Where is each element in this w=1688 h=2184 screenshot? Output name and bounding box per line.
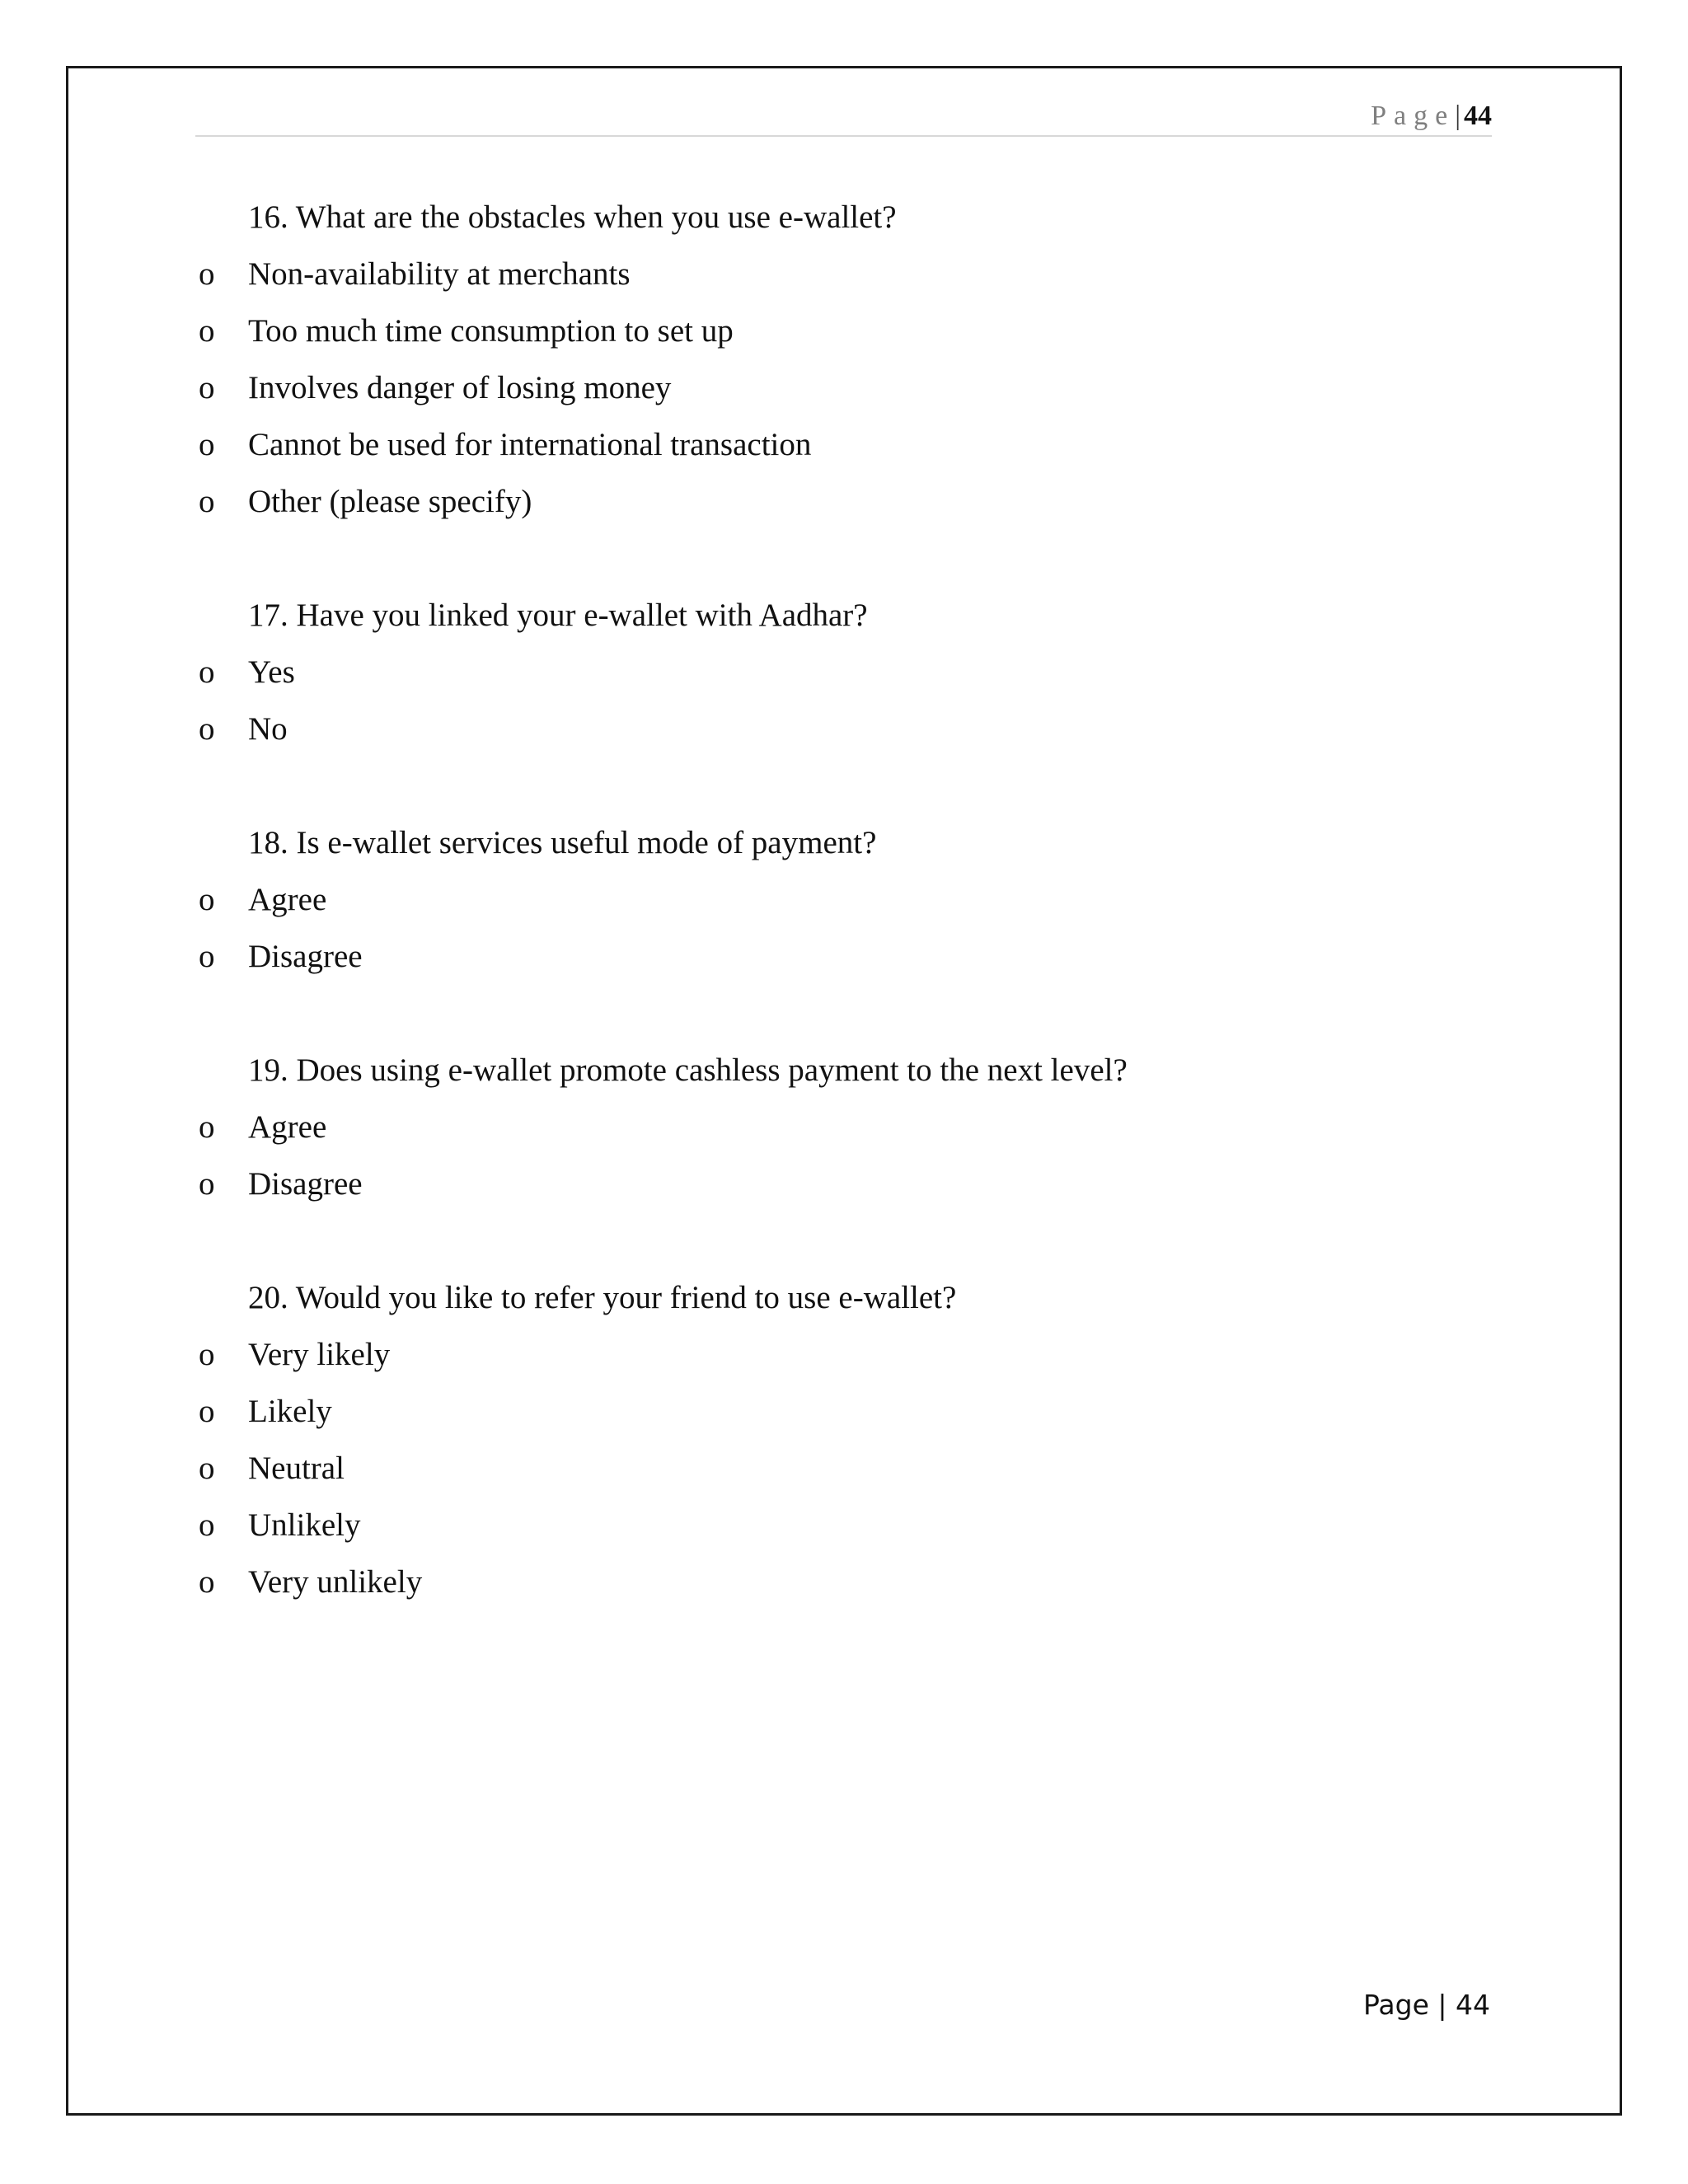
bullet-icon: o (199, 1109, 215, 1145)
option-label: Cannot be used for international transaction (248, 427, 812, 462)
bullet-icon: o (199, 1337, 215, 1372)
option-item (0, 1108, 1236, 1146)
bullet-icon: o (199, 1564, 215, 1600)
option-label: Non-availability at merchants (248, 256, 631, 292)
question-17: 17. Have you linked your e-wallet with Aadhar? (248, 598, 868, 633)
option-label: Likely (248, 1394, 332, 1429)
header-page-word: Page (1371, 101, 1456, 131)
option-item (0, 1507, 1236, 1544)
option-item (0, 1450, 1236, 1488)
option-item (0, 1336, 1236, 1374)
option-item (0, 1563, 1236, 1601)
bullet-icon: o (199, 484, 215, 519)
option-label: Yes (248, 654, 295, 690)
option-item (0, 1165, 1236, 1203)
option-item (0, 312, 1236, 350)
bullet-icon: o (199, 1166, 215, 1202)
question-20: 20. Would you like to refer your friend to use e-wallet? (248, 1280, 957, 1315)
option-item (0, 255, 1236, 293)
bullet-icon: o (199, 939, 215, 974)
option-item (0, 654, 1236, 691)
option-label: Neutral (248, 1451, 345, 1486)
option-item (0, 1393, 1236, 1431)
option-label: Very likely (248, 1337, 391, 1372)
option-label: Agree (248, 882, 327, 917)
option-label: Disagree (248, 1166, 363, 1202)
option-label: Other (please specify) (248, 484, 532, 519)
bullet-icon: o (199, 1507, 215, 1543)
bullet-icon: o (199, 882, 215, 917)
question-19: 19. Does using e-wallet promote cashless payment to the next level? (248, 1052, 1128, 1088)
option-item (0, 369, 1236, 407)
header-page-label (1371, 97, 1492, 135)
option-item (0, 483, 1236, 521)
question-16: 16. What are the obstacles when you use e-wallet? (248, 199, 897, 235)
bullet-icon: o (199, 313, 215, 349)
page-footer: Page | 44 (1363, 1989, 1490, 2021)
option-label: Very unlikely (248, 1564, 423, 1600)
bullet-icon: o (199, 1451, 215, 1486)
option-label: Disagree (248, 939, 363, 974)
option-label: Involves danger of losing money (248, 370, 672, 405)
question-18: 18. Is e-wallet services useful mode of payment? (248, 825, 877, 860)
option-label: Agree (248, 1109, 327, 1145)
header-separator: | (1455, 101, 1461, 131)
option-label: No (248, 711, 288, 747)
page-header (195, 97, 1492, 137)
header-page-number: 44 (1464, 101, 1492, 131)
option-item (0, 881, 1236, 919)
option-item (0, 710, 1236, 748)
bullet-icon: o (199, 427, 215, 462)
bullet-icon: o (199, 711, 215, 747)
option-label: Too much time consumption to set up (248, 313, 734, 349)
bullet-icon: o (199, 1394, 215, 1429)
bullet-icon: o (199, 370, 215, 405)
bullet-icon: o (199, 256, 215, 292)
option-item (0, 938, 1236, 976)
option-label: Unlikely (248, 1507, 361, 1543)
bullet-icon: o (199, 654, 215, 690)
option-item (0, 426, 1236, 464)
